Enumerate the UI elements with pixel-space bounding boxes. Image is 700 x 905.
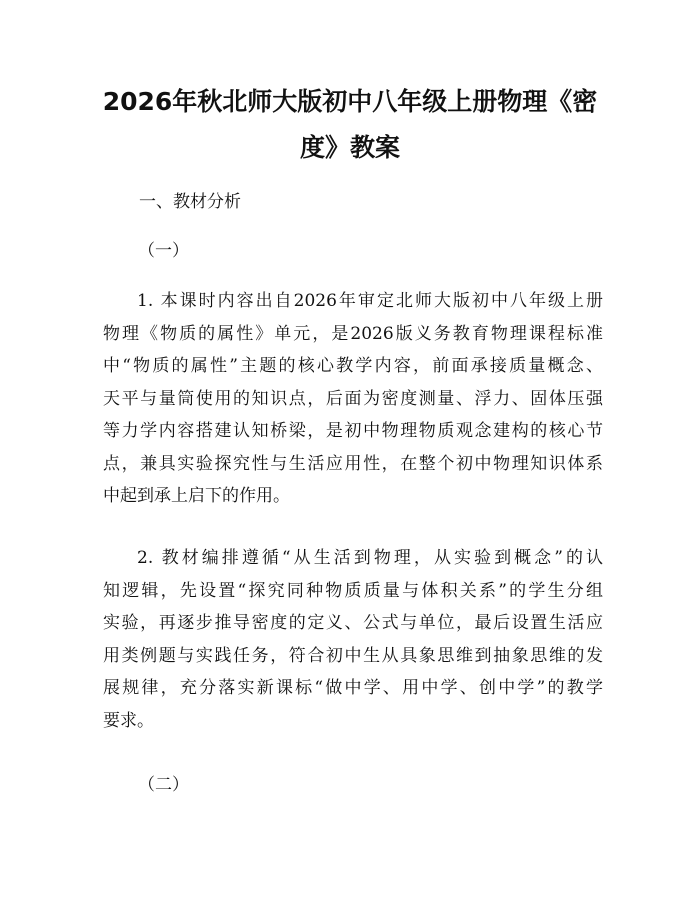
paragraph-line: 点，兼具实验探究性与生活应用性，在整个初中物理知识体系 bbox=[103, 453, 603, 474]
paragraph-line: 中“物质的属性”主题的核心教学内容，前面承接质量概念、 bbox=[103, 356, 603, 376]
subsection-heading-2: （二） bbox=[138, 775, 189, 795]
paragraph-line: 2. 教材编排遵循“从生活到物理，从实验到概念”的认 bbox=[137, 548, 603, 568]
paragraph-line: 物理《物质的属性》单元，是2026版义务教育物理课程标准 bbox=[103, 323, 603, 344]
paragraph-2 bbox=[103, 542, 603, 737]
document-title-line-2: 度》教案 bbox=[299, 133, 400, 162]
document-title-line-1: 2026年秋北师大版初中八年级上册物理《密 bbox=[102, 87, 598, 116]
paragraph-line: 1. 本课时内容出自2026年审定北师大版初中八年级上册 bbox=[137, 291, 603, 311]
section-heading-textbook-analysis: 一、教材分析 bbox=[139, 192, 241, 212]
paragraph-line: 用类例题与实践任务，符合初中生从具象思维到抽象思维的发 bbox=[103, 645, 603, 666]
paragraph-line: 要求。 bbox=[103, 710, 154, 731]
paragraph-line: 天平与量筒使用的知识点，后面为密度测量、浮力、固体压强 bbox=[103, 388, 603, 409]
paragraph-line: 中起到承上启下的作用。 bbox=[103, 486, 290, 506]
paragraph-line: 展规律，充分落实新课标“做中学、用中学、创中学”的教学 bbox=[103, 678, 603, 698]
paragraph-line: 知逻辑，先设置“探究同种物质质量与体积关系”的学生分组 bbox=[103, 580, 603, 601]
paragraph-line: 实验，再逐步推导密度的定义、公式与单位，最后设置生活应 bbox=[103, 613, 603, 633]
paragraph-1 bbox=[103, 285, 603, 513]
paragraph-line: 等力学内容搭建认知桥梁，是初中物理物质观念建构的核心节 bbox=[103, 421, 603, 441]
subsection-heading-1: （一） bbox=[138, 241, 189, 261]
